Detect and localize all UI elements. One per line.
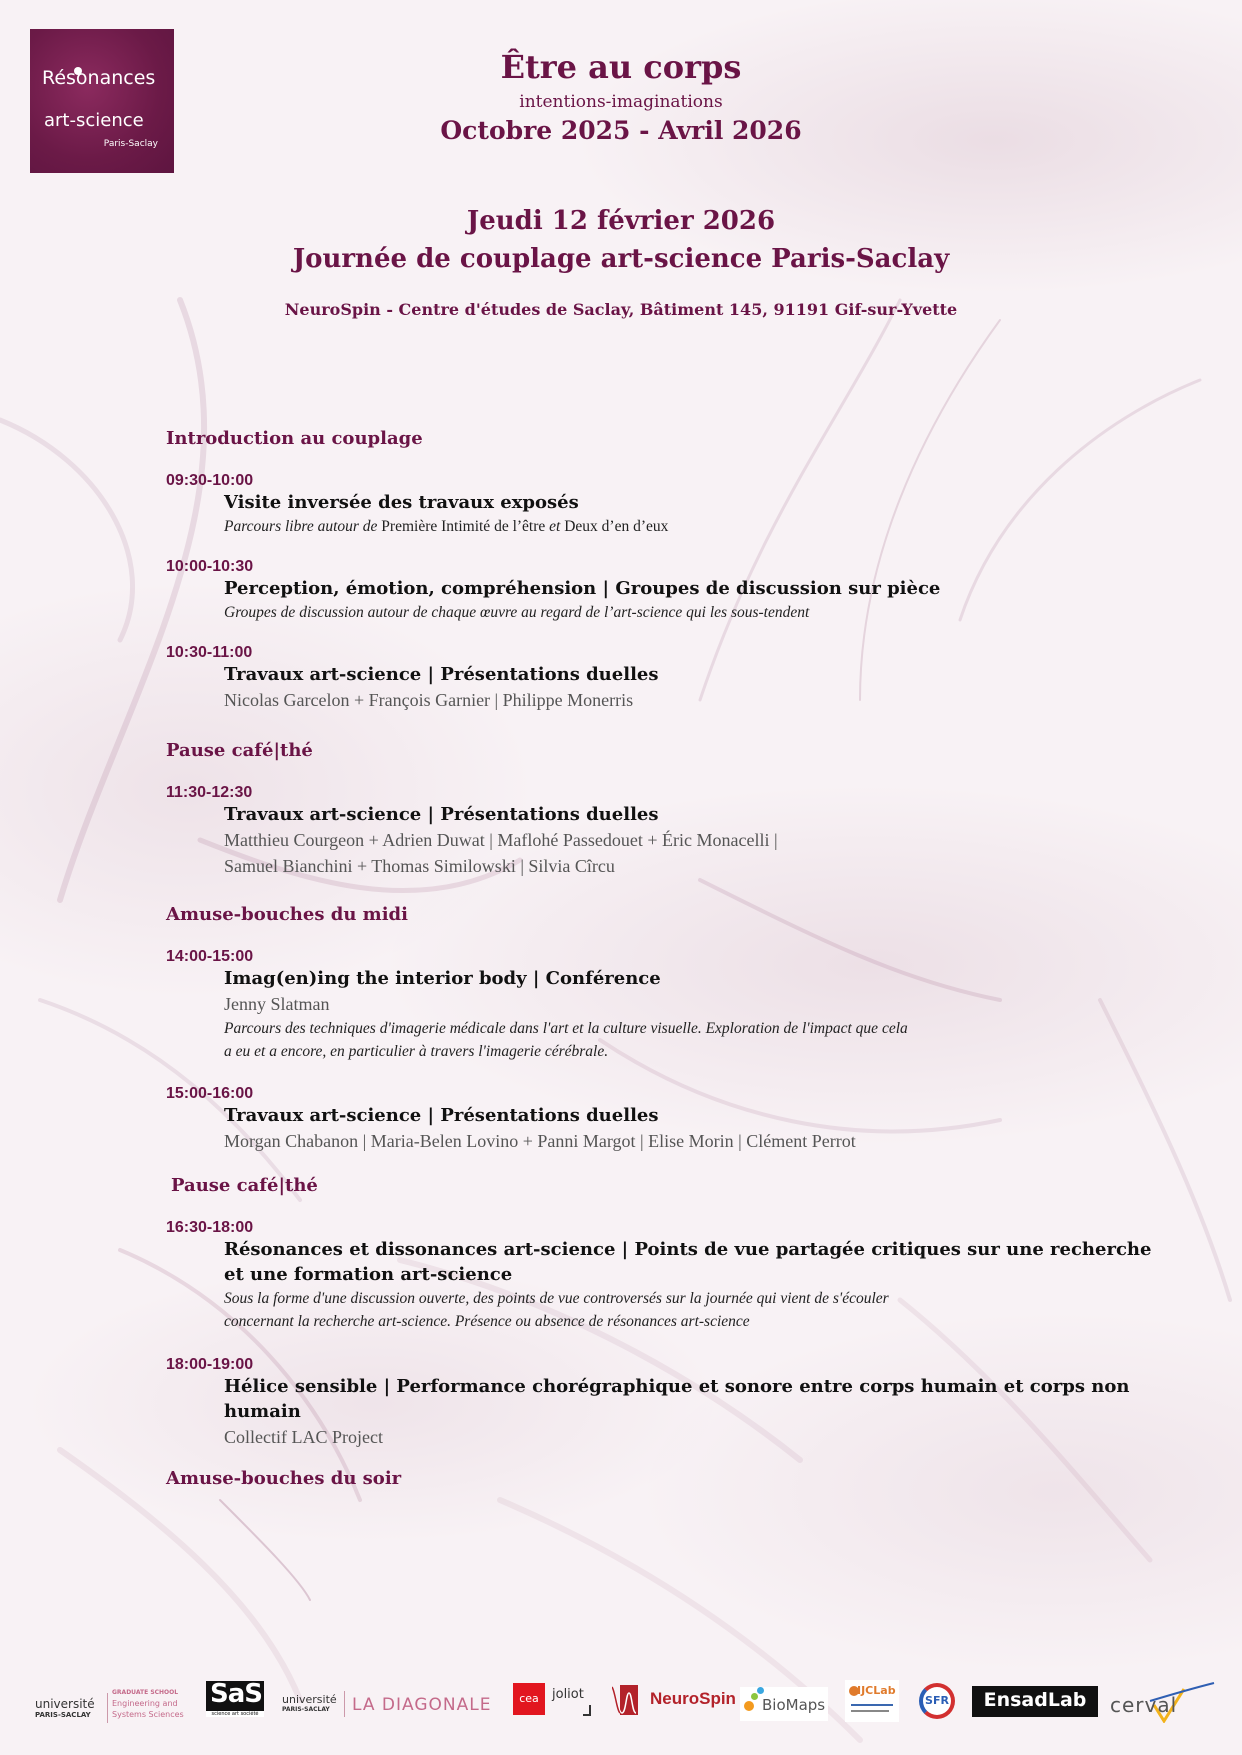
slot-time: 09:30-10:00 <box>166 472 254 489</box>
neurospin-logo: NeuroSpin <box>612 1683 727 1719</box>
slot-time: 14:00-15:00 <box>166 948 254 965</box>
universite-paris-saclay-gs-logo: université PARIS-SACLAY GRADUATE SCHOOL Engineering and Systems Sciences <box>35 1689 195 1729</box>
slot <box>166 784 778 879</box>
slot-speakers: Matthieu Courgeon + Adrien Duwat | Maflohé Passedouet + Éric Monacelli | <box>224 830 778 850</box>
slot <box>166 1219 1151 1333</box>
sas-logo: SaS science art société <box>206 1681 264 1711</box>
slot-description: a eu et a encore, en particulier à travers l'imagerie cérébrale. <box>224 1043 609 1060</box>
slot-description: concernant la recherche art-science. Présence ou absence de résonances art-science <box>224 1313 750 1330</box>
slot-title: Travaux art-science | Présentations duelles <box>224 804 659 825</box>
la-diagonale-logo: université PARIS-SACLAY LA DIAGONALE <box>282 1693 492 1715</box>
slot-time: 18:00-19:00 <box>166 1356 254 1373</box>
slot-time: 16:30-18:00 <box>166 1219 254 1236</box>
slot-description: Sous la forme d'une discussion ouverte, des points de vue controversés sur la journée qui vient de s'écouler <box>224 1290 889 1307</box>
slot-time: 10:30-11:00 <box>166 644 253 661</box>
logo-line2: art-science <box>44 110 144 131</box>
slot-title: Perception, émotion, compréhension | Groupes de discussion sur pièce <box>224 578 941 599</box>
slot-description: Parcours libre autour de Première Intimité de l’être et Deux d’en d’eux <box>224 518 669 535</box>
neurospin-wave-icon <box>612 1683 644 1717</box>
event-name: Journée de couplage art-science Paris-Saclay <box>292 244 950 274</box>
slot-speakers: Nicolas Garcelon + François Garnier | Philippe Monerris <box>224 690 634 710</box>
page-subtitle: intentions-imaginations <box>519 92 723 112</box>
slot-time: 11:30-12:30 <box>166 784 253 801</box>
slot-title: Visite inversée des travaux exposés <box>224 492 579 513</box>
slot-title: humain <box>224 1401 301 1422</box>
slot-title: Hélice sensible | Performance chorégraphique et sonore entre corps humain et corps non <box>224 1376 1130 1397</box>
slot-title: Travaux art-science | Présentations duelles <box>224 664 659 685</box>
slot-description: Parcours des techniques d'imagerie médicale dans l'art et la culture visuelle. Exploration de l'impact que cela <box>224 1020 908 1037</box>
partner-logos <box>0 1675 1242 1735</box>
section-heading: Introduction au couplage <box>166 428 423 449</box>
event-venue: NeuroSpin - Centre d'études de Saclay, Bâtiment 145, 91191 Gif-sur-Yvette <box>284 300 958 319</box>
slot-title: et une formation art-science <box>224 1264 513 1285</box>
slot <box>166 472 668 538</box>
section-heading: Pause café|thé <box>171 1175 318 1196</box>
section-heading: Pause café|thé <box>166 740 313 761</box>
cerval-logo: cerval <box>1110 1681 1220 1723</box>
slot <box>166 948 908 1063</box>
slot-speakers: Morgan Chabanon | Maria-Belen Lovino + Panni Margot | Elise Morin | Clément Perrot <box>224 1131 856 1151</box>
slot-speakers: Collectif LAC Project <box>224 1427 383 1447</box>
page-title: Être au corps <box>500 48 742 86</box>
slot <box>166 558 940 624</box>
slot <box>166 1356 1129 1450</box>
slot-title: Résonances et dissonances art-science | Points de vue partagée critiques sur une recherche <box>224 1239 1152 1260</box>
slot <box>166 644 659 713</box>
slot-speakers: Samuel Bianchini + Thomas Similowski | Silvia Cîrcu <box>224 856 615 876</box>
slot-title: Imag(en)ing the interior body | Conférence <box>224 968 661 989</box>
ensadlab-logo: EnsadLab <box>972 1686 1098 1717</box>
slot-title: Travaux art-science | Présentations duelles <box>224 1105 659 1126</box>
ijclab-logo: IJCLab <box>845 1680 899 1722</box>
sfr-logo: SFR <box>919 1683 955 1719</box>
logo-line3: Paris-Saclay <box>103 139 158 149</box>
slot-description: Groupes de discussion autour de chaque œuvre au regard de l’art-science qui les sous-tendent <box>224 604 810 621</box>
biomaps-logo: BioMaps <box>740 1687 828 1721</box>
event-date: Jeudi 12 février 2026 <box>466 206 776 236</box>
season-period: Octobre 2025 - Avril 2026 <box>440 116 802 145</box>
logo-line1: Résonances <box>42 67 156 89</box>
cea-joliot-logo: cea joliot <box>513 1683 595 1719</box>
slot-time: 10:00-10:30 <box>166 558 254 575</box>
section-heading: Amuse-bouches du soir <box>166 1468 402 1489</box>
slot-time: 15:00-16:00 <box>166 1085 254 1102</box>
slot <box>166 1085 856 1154</box>
slot-speakers: Jenny Slatman <box>224 994 330 1014</box>
section-heading: Amuse-bouches du midi <box>166 904 408 925</box>
